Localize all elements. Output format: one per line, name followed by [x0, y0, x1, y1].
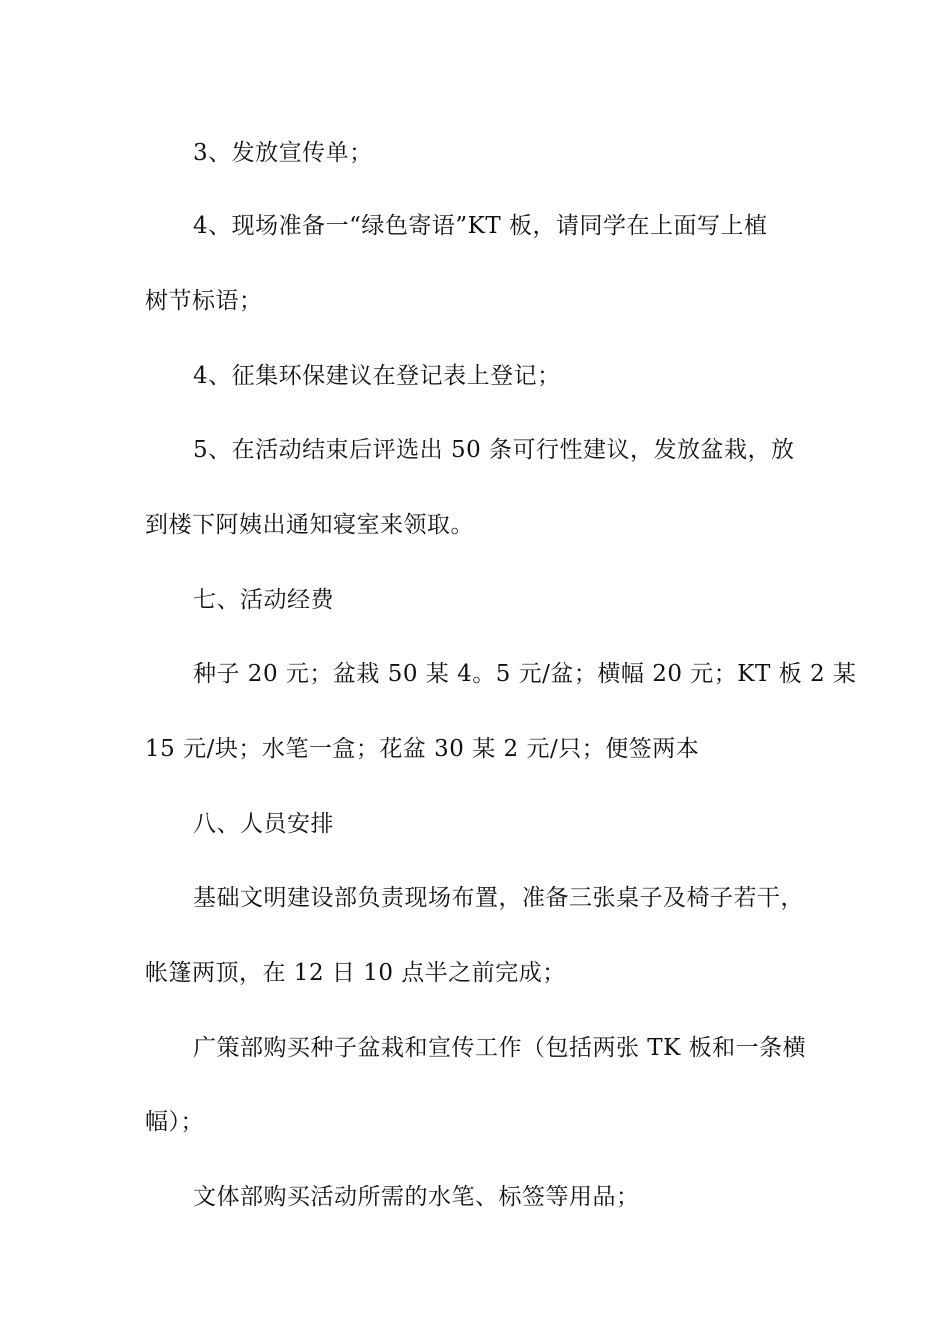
paragraph-line: 广策部购买种子盆栽和宣传工作（包括两张 TK 板和一条横 — [193, 1035, 807, 1061]
paragraph-line: 种子 20 元；盆栽 50 某 4。5 元/盆；横幅 20 元；KT 板 2 某 — [193, 661, 857, 687]
paragraph-line: 树节标语； — [145, 288, 263, 314]
section-heading: 七、活动经费 — [193, 587, 334, 613]
paragraph-line: 3、发放宣传单； — [193, 140, 373, 166]
paragraph-line: 帐篷两顶，在 12 日 10 点半之前完成； — [145, 960, 566, 986]
paragraph-line: 到楼下阿姨出通知寝室来领取。 — [145, 512, 474, 538]
paragraph-line: 文体部购买活动所需的水笔、标签等用品； — [193, 1184, 640, 1210]
paragraph-line: 5、在活动结束后评选出 50 条可行性建议，发放盆栽，放 — [193, 437, 795, 463]
section-heading: 八、人员安排 — [193, 811, 334, 837]
paragraph-line: 幅）； — [145, 1109, 204, 1135]
paragraph-line: 4、征集环保建议在登记表上登记； — [193, 363, 561, 389]
paragraph-line: 4、现场准备一“绿色寄语”KT 板，请同学在上面写上植 — [193, 213, 768, 239]
paragraph-line: 基础文明建设部负责现场布置，准备三张桌子及椅子若干， — [193, 885, 804, 911]
paragraph-line: 15 元/块；水笔一盒；花盆 30 某 2 元/只；便签两本 — [145, 736, 700, 762]
